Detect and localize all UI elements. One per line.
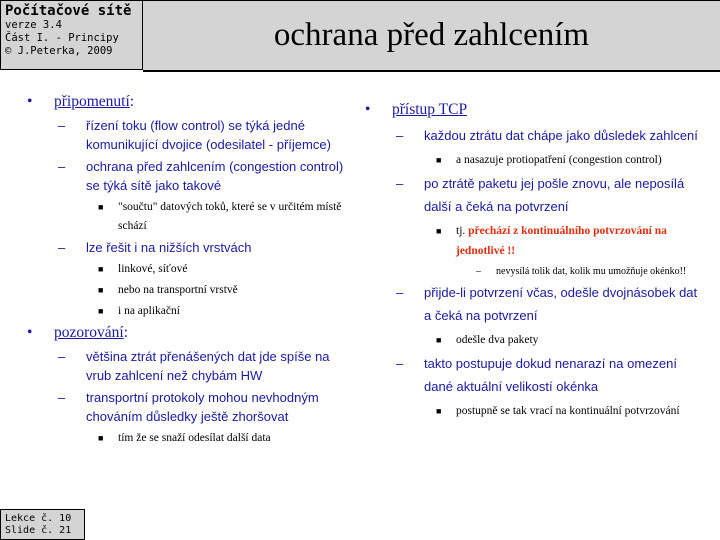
sub-item-text: řízení toku (flow control) se týká jedné komunikující dvojice (odesilatel - příjemce) [86, 118, 331, 152]
sub-item-text: transportní protokoly mohou nevhodným chováním důsledky ještě zhoršovat [86, 390, 319, 424]
bullet-tcp-approach-label: přístup TCP [392, 101, 468, 118]
course-part: Část I. - Principy [5, 32, 119, 44]
sub-item-text: po ztrátě paketu jej pošle znovu, ale neposílá další a čeká na potvrzení [424, 176, 685, 214]
bullet-icon: • [27, 93, 33, 110]
square-bullet-icon: ■ [436, 406, 442, 416]
sub-sub-item [432, 330, 702, 350]
dash-icon: – [58, 159, 66, 174]
sub-item [54, 238, 354, 257]
dash-icon: – [396, 128, 404, 143]
square-bullet-icon: ■ [436, 226, 442, 236]
sub-sub-item-prefix: tj. [456, 225, 469, 237]
title-bar [143, 0, 720, 72]
left-column [24, 92, 354, 450]
bullet-reminder-label: připomenutí [54, 93, 130, 110]
sub-item-text: takto postupuje dokud nenarazí na omezení dané aktuální velikostí okénka [424, 356, 677, 394]
bullet-observation [24, 323, 354, 343]
sub-sub-item-text: tím že se snaží odesílat další data [118, 432, 271, 444]
sub-sub-item [94, 429, 354, 448]
sub-item-text: lze řešit i na nižších vrstvách [86, 240, 252, 255]
dash-icon: – [58, 118, 66, 133]
square-bullet-icon: ■ [98, 306, 104, 316]
course-author: © J.Peterka, 2009 [5, 45, 113, 57]
bullet-tcp-approach [362, 100, 702, 120]
sub-sub-item-text: odešle dva pakety [456, 334, 539, 346]
course-info-box [0, 0, 143, 70]
sub-item [392, 172, 702, 218]
slide-info-box [0, 509, 85, 540]
sub-item-text: každou ztrátu dat chápe jako důsledek zahlcení [424, 128, 698, 143]
dash-icon: – [396, 356, 404, 371]
course-version: verze 3.4 [5, 19, 62, 31]
square-bullet-icon: ■ [436, 335, 442, 345]
sub-item [392, 124, 702, 147]
right-column [362, 100, 702, 423]
sub-sub-item [432, 221, 702, 261]
highlighted-warning: přechází z kontinuálního potvrzování na jednotlivé !! [456, 225, 667, 257]
bullet-reminder-colon: : [129, 93, 135, 110]
sub-item-text: ochrana před zahlcením (congestion control) se týká sítě jako takové [86, 159, 344, 193]
bullet-observation-colon: : [123, 324, 129, 341]
dash-icon: – [396, 176, 404, 191]
sub-sub-item-text: nebo na transportní vrstvě [118, 284, 238, 296]
sub-sub-item [432, 401, 702, 421]
sub-sub-item-text: "součtu" datových toků, které se v určitém místě schází [118, 201, 342, 232]
sub-item [54, 116, 354, 154]
square-bullet-icon: ■ [436, 155, 442, 165]
lesson-number: Lekce č. 10 [5, 513, 72, 524]
bullet-reminder [24, 92, 354, 112]
course-name: Počítačové sítě [5, 3, 132, 19]
sub-sub-item [94, 281, 354, 300]
sub-sub-item [94, 302, 354, 321]
slide-title: ochrana před zahlcením [273, 17, 590, 53]
sub-item [392, 281, 702, 327]
dash-icon: – [476, 266, 481, 277]
sub-item-text: většina ztrát přenášených dat jde spíše na vrub zahlcení než chybám HW [86, 349, 330, 383]
sub-sub-item-text: linkové, síťové [118, 263, 188, 275]
dash-icon: – [58, 349, 66, 364]
sub-sub-item-text: a nasazuje protiopatření (congestion control) [456, 154, 662, 166]
sub-item [392, 352, 702, 398]
sub-sub-sub-item [474, 263, 702, 281]
slide-number: Slide č. 21 [5, 525, 72, 536]
square-bullet-icon: ■ [98, 202, 104, 212]
dash-icon: – [396, 285, 404, 300]
sub-item-text: přijde-li potvrzení včas, odešle dvojnásobek dat a čeká na potvrzení [424, 285, 698, 323]
sub-sub-sub-item-text: nevysílá tolik dat, kolik mu umožňuje okénko!! [496, 266, 687, 277]
square-bullet-icon: ■ [98, 264, 104, 274]
sub-sub-item [94, 198, 354, 236]
sub-item [54, 388, 354, 426]
bullet-icon: • [27, 324, 33, 341]
sub-sub-item [432, 150, 702, 170]
sub-sub-item-text: postupně se tak vrací na kontinuální potvrzování [456, 405, 680, 417]
bullet-icon: • [365, 101, 371, 118]
sub-sub-item [94, 260, 354, 279]
dash-icon: – [58, 240, 66, 255]
square-bullet-icon: ■ [98, 433, 104, 443]
dash-icon: – [58, 390, 66, 405]
sub-sub-item-text: i na aplikační [118, 305, 180, 317]
sub-item [54, 157, 354, 195]
square-bullet-icon: ■ [98, 285, 104, 295]
sub-item [54, 347, 354, 385]
bullet-observation-label: pozorování [54, 324, 124, 341]
